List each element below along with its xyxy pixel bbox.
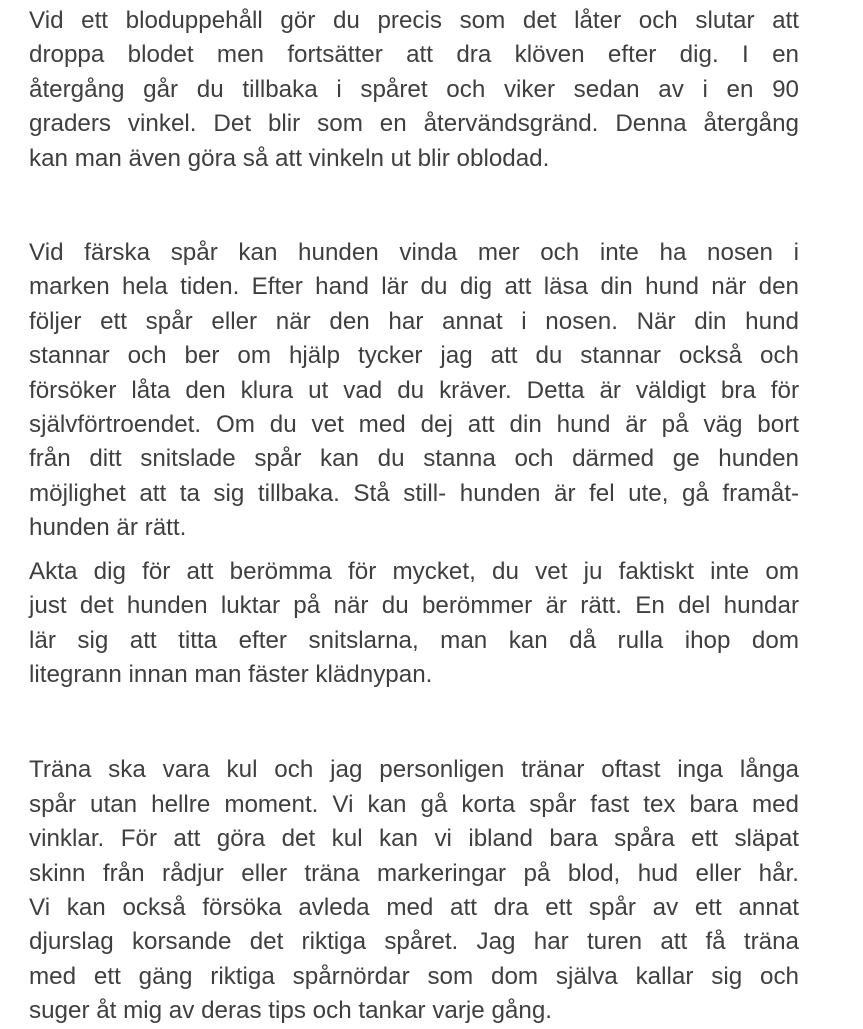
text-line: spår utan hellre moment. Vi kan gå korta spår fast tex bara med bbox=[29, 790, 799, 818]
text-line: hunden är rätt. bbox=[29, 514, 187, 542]
paragraph-beromma bbox=[29, 555, 799, 693]
text-line: försöker låta den klura ut vad du kräver. Detta är väldigt bra för bbox=[29, 376, 799, 404]
text-line: Akta dig för att berömma för mycket, du vet ju faktiskt inte om bbox=[29, 557, 799, 585]
text-line: kan man även göra så att vinkeln ut blir oblodad. bbox=[29, 144, 550, 172]
text-line: marken hela tiden. Efter hand lär du dig att läsa din hund när den bbox=[29, 273, 799, 301]
text-line: återgång går du tillbaka i spåret och viker sedan av i en 90 bbox=[29, 75, 799, 103]
paragraph-bloduppehall bbox=[29, 4, 799, 176]
text-line: suger åt mig av deras tips och tankar varje gång. bbox=[29, 997, 552, 1025]
text-line: graders vinkel. Det blir som en återvändsgränd. Denna återgång bbox=[29, 110, 799, 138]
paragraph-farska-spar bbox=[29, 236, 799, 546]
text-line: djurslag korsande det riktiga spåret. Jag har turen att få träna bbox=[29, 928, 799, 956]
text-line: Vi kan också försöka avleda med att dra ett spår av ett annat bbox=[29, 893, 799, 921]
text-line: vinklar. För att göra det kul kan vi ibland bara spåra ett släpat bbox=[29, 825, 799, 853]
text-line: skinn från rådjur eller träna markeringar på blod, hud eller hår. bbox=[29, 859, 799, 887]
text-line: just det hunden luktar på när du berömmer är rätt. En del hundar bbox=[29, 592, 799, 620]
text-line: lär sig att titta efter snitslarna, man kan då rulla ihop dom bbox=[29, 626, 799, 654]
text-line: möjlighet att ta sig tillbaka. Stå still- hunden är fel ute, gå framåt- bbox=[29, 479, 799, 507]
text-line: självförtroendet. Om du vet med dej att din hund är på väg bort bbox=[29, 411, 799, 439]
text-line: från ditt snitslade spår kan du stanna och därmed ge hunden bbox=[29, 445, 799, 473]
text-line: Vid ett bloduppehåll gör du precis som det låter och slutar att bbox=[29, 7, 799, 34]
document-body bbox=[29, 4, 799, 1029]
text-line: Vid färska spår kan hunden vinda mer och inte ha nosen i bbox=[29, 239, 799, 267]
text-line: litegrann innan man fäster klädnypan. bbox=[29, 660, 433, 688]
text-line: följer ett spår eller när den har annat i nosen. När din hund bbox=[29, 307, 799, 335]
text-line: droppa blodet men fortsätter att dra klöven efter dig. I en bbox=[29, 41, 799, 69]
text-line: stannar och ber om hjälp tycker jag att du stannar också och bbox=[29, 342, 799, 370]
paragraph-trana bbox=[29, 753, 799, 1028]
text-line: Träna ska vara kul och jag personligen tränar oftast inga långa bbox=[29, 756, 799, 784]
text-line: med ett gäng riktiga spårnördar som dom själva kallar sig och bbox=[29, 962, 799, 990]
